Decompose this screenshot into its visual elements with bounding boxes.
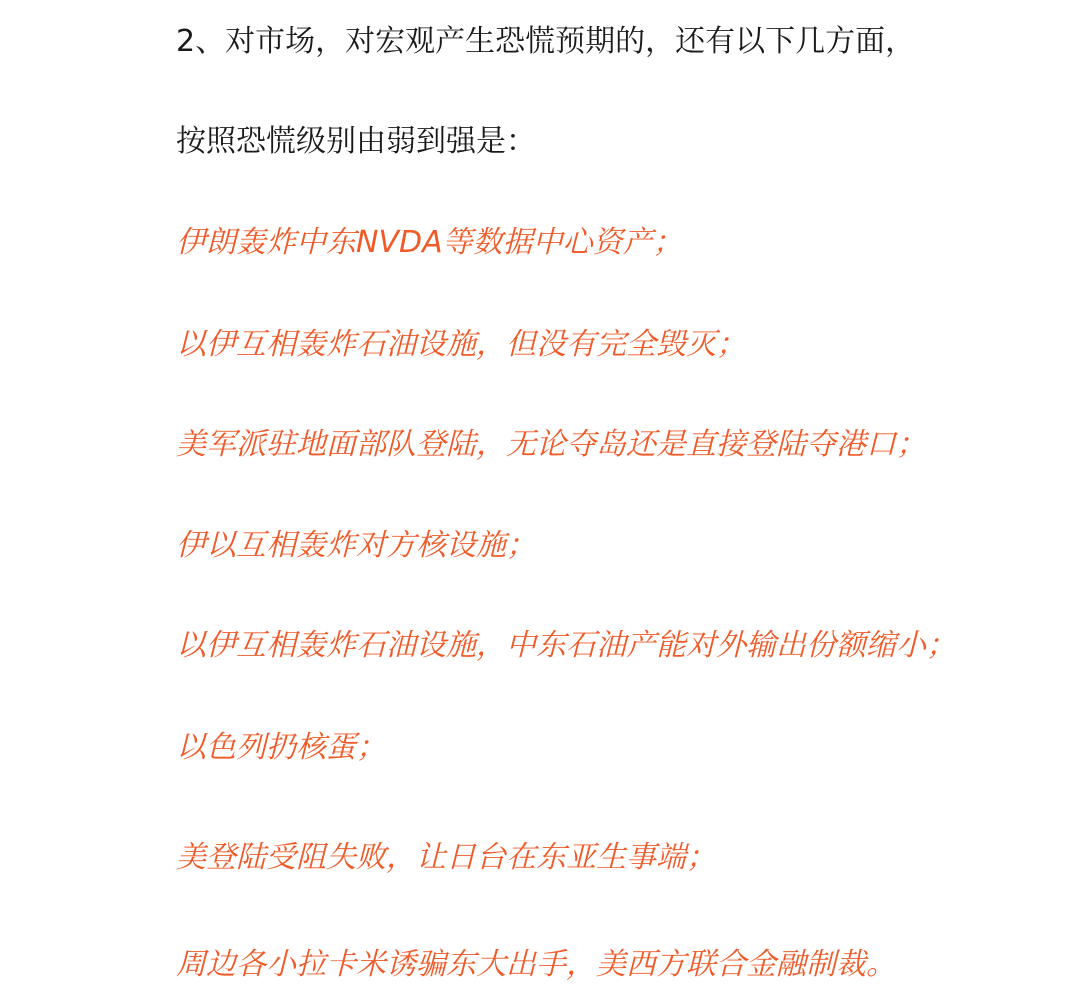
- list-item: 以伊互相轰炸石油设施，中东石油产能对外输出份额缩小；: [176, 628, 956, 663]
- list-item: 以伊互相轰炸石油设施，但没有完全毁灭；: [176, 327, 746, 362]
- list-item: 伊以互相轰炸对方核设施；: [176, 528, 536, 563]
- list-item: 以色列扔核蛋；: [176, 730, 386, 765]
- intro-line-2: 按照恐慌级别由弱到强是：: [176, 124, 536, 159]
- intro-line-1: 2、对市场，对宏观产生恐慌预期的，还有以下几方面，: [176, 24, 916, 59]
- list-item: 周边各小拉卡米诱骗东大出手，美西方联合金融制裁。: [176, 947, 896, 982]
- list-item: 伊朗轰炸中东NVDA等数据中心资产；: [176, 225, 683, 260]
- list-item: 美军派驻地面部队登陆，无论夺岛还是直接登陆夺港口；: [176, 427, 926, 462]
- list-item: 美登陆受阻失败，让日台在东亚生事端；: [176, 840, 716, 875]
